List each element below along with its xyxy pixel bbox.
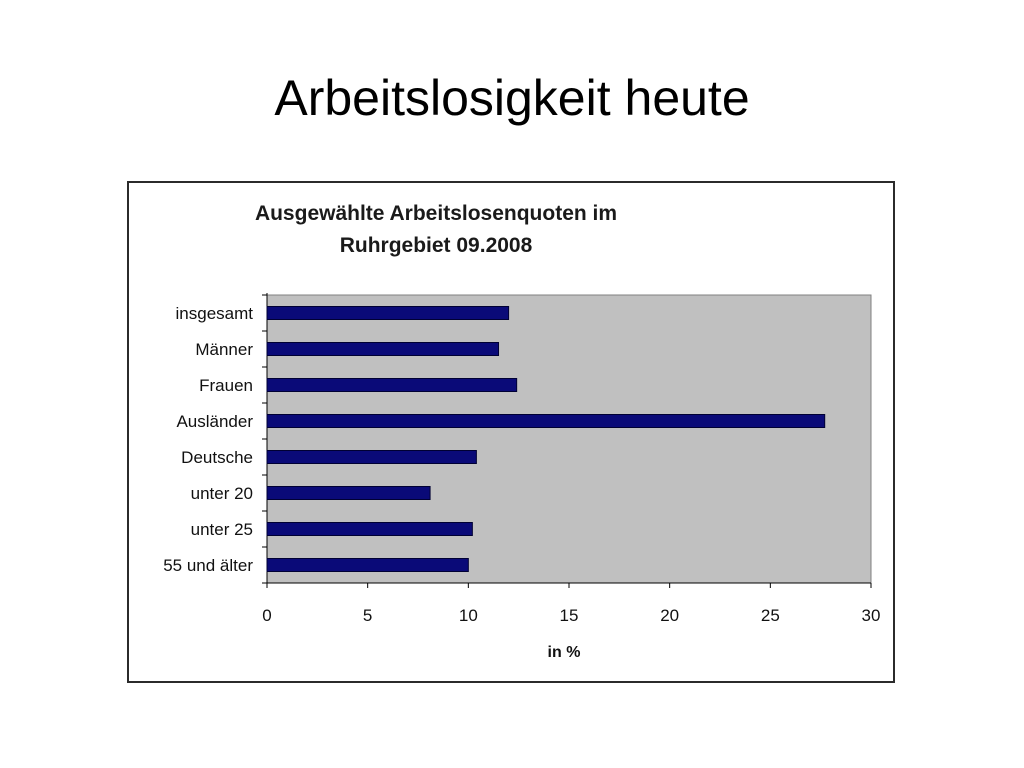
x-tick-label: 0 [262, 606, 272, 625]
plot-area [267, 295, 871, 583]
x-tick-label: 20 [660, 606, 680, 625]
x-tick-label: 30 [861, 606, 881, 625]
chart-frame [127, 181, 895, 683]
bar-55-und-älter [267, 559, 468, 572]
bar-chart [129, 183, 893, 681]
category-label: insgesamt [175, 304, 253, 323]
chart-title-line-1: Ausgewählte Arbeitslosenquoten im [254, 202, 618, 225]
category-label: 55 und älter [163, 556, 253, 575]
category-label: Ausländer [176, 412, 253, 431]
bar-insgesamt [267, 307, 509, 320]
category-label: unter 25 [190, 520, 253, 539]
category-label: Männer [195, 340, 253, 359]
x-tick-label: 5 [362, 606, 373, 625]
slide-title: Arbeitslosigkeit heute [274, 70, 750, 126]
category-label: Frauen [199, 376, 253, 395]
bar-frauen [267, 379, 517, 392]
chart-title-line-2: Ruhrgebiet 09.2008 [339, 234, 533, 257]
bar-unter-20 [267, 487, 430, 500]
bar-unter-25 [267, 523, 472, 536]
bar-deutsche [267, 451, 476, 464]
x-tick-label: 15 [559, 606, 579, 625]
category-label: Deutsche [181, 448, 253, 467]
category-label: unter 20 [190, 484, 253, 503]
x-tick-label: 10 [458, 606, 478, 625]
bar-männer [267, 343, 499, 356]
x-tick-label: 25 [760, 606, 780, 625]
bar-ausländer [267, 415, 825, 428]
x-axis-label: in % [547, 644, 581, 661]
